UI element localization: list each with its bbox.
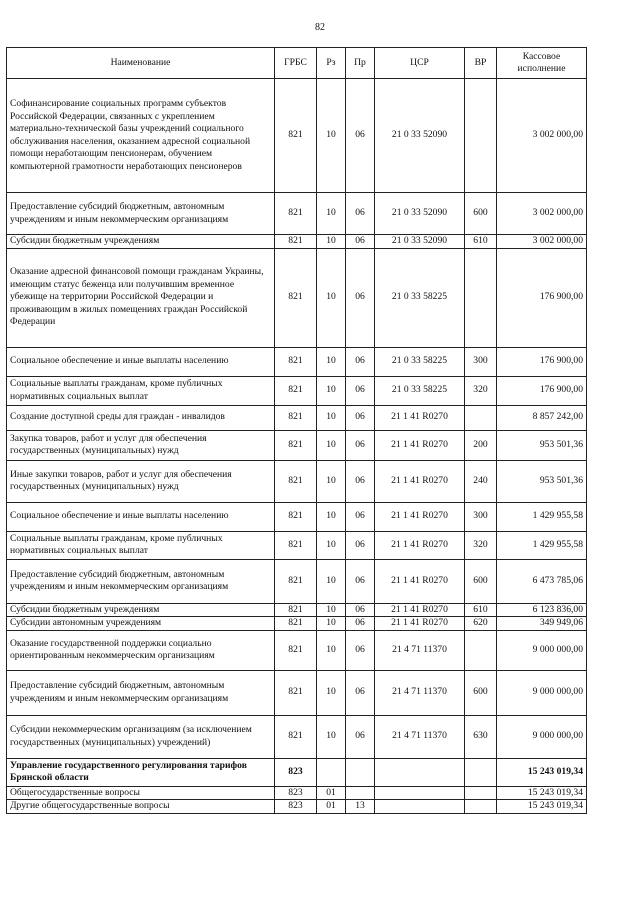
cell-amount: 1 429 955,58 — [497, 531, 587, 559]
cell-grbs: 821 — [275, 617, 317, 631]
header-csr: ЦСР — [375, 48, 465, 79]
cell-vr: 200 — [465, 430, 497, 460]
table-row — [7, 670, 587, 715]
cell-name: Субсидии некоммерческим организациям (за исключением государственных (муниципальных) учреждений) — [7, 715, 275, 758]
cell-name: Субсидии бюджетным учреждениям — [7, 235, 275, 249]
cell-rz: 10 — [317, 559, 346, 603]
cell-rz: 10 — [317, 235, 346, 249]
cell-pr: 06 — [346, 405, 375, 430]
table-row — [7, 235, 587, 249]
cell-grbs: 821 — [275, 347, 317, 376]
cell-pr: 06 — [346, 430, 375, 460]
cell-name: Социальные выплаты гражданам, кроме публичных нормативных социальных выплат — [7, 376, 275, 405]
cell-amount: 9 000 000,00 — [497, 630, 587, 670]
cell-grbs: 821 — [275, 603, 317, 617]
cell-grbs: 823 — [275, 758, 317, 786]
cell-csr: 21 0 33 52090 — [375, 193, 465, 235]
table-row — [7, 405, 587, 430]
cell-grbs: 821 — [275, 502, 317, 531]
cell-rz: 10 — [317, 193, 346, 235]
table-header-row — [7, 48, 587, 79]
cell-grbs: 821 — [275, 559, 317, 603]
cell-csr: 21 0 33 58225 — [375, 347, 465, 376]
cell-rz: 10 — [317, 79, 346, 193]
cell-vr: 600 — [465, 670, 497, 715]
cell-amount: 15 243 019,34 — [497, 758, 587, 786]
cell-csr — [375, 786, 465, 800]
cell-pr: 06 — [346, 248, 375, 347]
cell-csr: 21 1 41 R0270 — [375, 617, 465, 631]
table-row — [7, 248, 587, 347]
cell-amount: 15 243 019,34 — [497, 800, 587, 814]
cell-amount: 15 243 019,34 — [497, 786, 587, 800]
cell-rz: 10 — [317, 630, 346, 670]
cell-csr: 21 1 41 R0270 — [375, 502, 465, 531]
cell-vr — [465, 630, 497, 670]
cell-csr: 21 1 41 R0270 — [375, 405, 465, 430]
cell-pr: 06 — [346, 617, 375, 631]
cell-vr: 300 — [465, 347, 497, 376]
cell-amount: 176 900,00 — [497, 347, 587, 376]
cell-grbs: 821 — [275, 630, 317, 670]
cell-rz: 10 — [317, 531, 346, 559]
table-row — [7, 502, 587, 531]
cell-pr: 06 — [346, 347, 375, 376]
cell-grbs: 821 — [275, 235, 317, 249]
header-rz: Рз — [317, 48, 346, 79]
cell-amount: 176 900,00 — [497, 376, 587, 405]
cell-amount: 3 002 000,00 — [497, 193, 587, 235]
cell-vr — [465, 800, 497, 814]
cell-rz: 01 — [317, 800, 346, 814]
page-number: 82 — [315, 22, 325, 33]
cell-rz: 10 — [317, 670, 346, 715]
cell-rz: 10 — [317, 248, 346, 347]
cell-vr: 320 — [465, 531, 497, 559]
cell-rz: 10 — [317, 405, 346, 430]
cell-pr: 06 — [346, 531, 375, 559]
table-row — [7, 460, 587, 502]
cell-csr: 21 1 41 R0270 — [375, 430, 465, 460]
header-amount: Кассовое исполнение — [497, 48, 587, 79]
cell-name: Иные закупки товаров, работ и услуг для обеспечения государственных (муниципальных) нужд — [7, 460, 275, 502]
cell-rz: 10 — [317, 617, 346, 631]
cell-vr: 600 — [465, 193, 497, 235]
cell-amount: 6 123 836,00 — [497, 603, 587, 617]
cell-csr: 21 4 71 11370 — [375, 715, 465, 758]
table-row — [7, 559, 587, 603]
cell-amount: 9 000 000,00 — [497, 670, 587, 715]
cell-vr — [465, 79, 497, 193]
table-row — [7, 376, 587, 405]
cell-rz: 10 — [317, 347, 346, 376]
cell-grbs: 821 — [275, 376, 317, 405]
cell-grbs: 821 — [275, 193, 317, 235]
cell-name: Социальное обеспечение и иные выплаты населению — [7, 347, 275, 376]
cell-rz: 01 — [317, 786, 346, 800]
cell-grbs: 823 — [275, 786, 317, 800]
cell-vr: 620 — [465, 617, 497, 631]
cell-pr: 06 — [346, 670, 375, 715]
cell-grbs: 821 — [275, 670, 317, 715]
cell-vr: 630 — [465, 715, 497, 758]
cell-pr: 06 — [346, 603, 375, 617]
cell-vr: 610 — [465, 235, 497, 249]
cell-csr: 21 1 41 R0270 — [375, 603, 465, 617]
cell-amount: 3 002 000,00 — [497, 79, 587, 193]
cell-name: Управление государственного регулирования тарифов Брянской области — [7, 758, 275, 786]
cell-csr: 21 0 33 52090 — [375, 79, 465, 193]
cell-amount: 8 857 242,00 — [497, 405, 587, 430]
cell-csr: 21 0 33 58225 — [375, 248, 465, 347]
budget-execution-table — [6, 47, 587, 814]
cell-pr: 06 — [346, 79, 375, 193]
cell-amount: 6 473 785,06 — [497, 559, 587, 603]
cell-name: Предоставление субсидий бюджетным, автономным учреждениям и иным некоммерческим организациям — [7, 559, 275, 603]
table-row — [7, 79, 587, 193]
cell-rz: 10 — [317, 430, 346, 460]
cell-name: Субсидии бюджетным учреждениям — [7, 603, 275, 617]
table-row — [7, 193, 587, 235]
cell-vr: 300 — [465, 502, 497, 531]
cell-vr — [465, 248, 497, 347]
cell-amount: 953 501,36 — [497, 460, 587, 502]
table-row — [7, 531, 587, 559]
header-vr: ВР — [465, 48, 497, 79]
table-body — [7, 79, 587, 814]
cell-csr — [375, 758, 465, 786]
cell-csr: 21 4 71 11370 — [375, 670, 465, 715]
cell-pr: 06 — [346, 235, 375, 249]
cell-vr: 240 — [465, 460, 497, 502]
cell-vr — [465, 405, 497, 430]
header-grbs: ГРБС — [275, 48, 317, 79]
cell-grbs: 821 — [275, 430, 317, 460]
cell-name: Субсидии автономным учреждениям — [7, 617, 275, 631]
table-row — [7, 603, 587, 617]
cell-vr — [465, 786, 497, 800]
cell-amount: 3 002 000,00 — [497, 235, 587, 249]
cell-rz: 10 — [317, 715, 346, 758]
cell-rz: 10 — [317, 603, 346, 617]
table-row — [7, 786, 587, 800]
cell-amount: 176 900,00 — [497, 248, 587, 347]
cell-pr: 06 — [346, 559, 375, 603]
cell-vr: 610 — [465, 603, 497, 617]
cell-pr: 13 — [346, 800, 375, 814]
cell-csr: 21 1 41 R0270 — [375, 460, 465, 502]
cell-name: Софинансирование социальных программ субъектов Российской Федерации, связанных с укреплением материально-технической базы учреждений социального обслуживания населения, оказанием адресной социальной помощи неработающим пенсионерам, обучением компьютерной грамотности неработающих пенсионеров — [7, 79, 275, 193]
cell-name: Социальное обеспечение и иные выплаты населению — [7, 502, 275, 531]
cell-csr: 21 0 33 58225 — [375, 376, 465, 405]
cell-amount: 9 000 000,00 — [497, 715, 587, 758]
cell-name: Социальные выплаты гражданам, кроме публичных нормативных социальных выплат — [7, 531, 275, 559]
cell-csr: 21 1 41 R0270 — [375, 559, 465, 603]
cell-rz — [317, 758, 346, 786]
cell-name: Оказание адресной финансовой помощи гражданам Украины, имеющим статус беженца или получившим временное убежище на территории Российской Федерации и проживающим в жилых помещениях граждан Российской Федерации — [7, 248, 275, 347]
cell-grbs: 821 — [275, 715, 317, 758]
cell-name: Предоставление субсидий бюджетным, автономным учреждениям и иным некоммерческим организациям — [7, 193, 275, 235]
cell-name: Создание доступной среды для граждан - инвалидов — [7, 405, 275, 430]
table-row — [7, 715, 587, 758]
cell-name: Предоставление субсидий бюджетным, автономным учреждениям и иным некоммерческим организациям — [7, 670, 275, 715]
cell-pr — [346, 758, 375, 786]
cell-grbs: 823 — [275, 800, 317, 814]
cell-pr: 06 — [346, 460, 375, 502]
table-row — [7, 800, 587, 814]
cell-grbs: 821 — [275, 79, 317, 193]
cell-amount: 953 501,36 — [497, 430, 587, 460]
cell-pr — [346, 786, 375, 800]
cell-vr: 320 — [465, 376, 497, 405]
cell-pr: 06 — [346, 502, 375, 531]
header-pr: Пр — [346, 48, 375, 79]
cell-grbs: 821 — [275, 248, 317, 347]
cell-csr: 21 0 33 52090 — [375, 235, 465, 249]
cell-csr — [375, 800, 465, 814]
table-row — [7, 630, 587, 670]
table-row — [7, 347, 587, 376]
cell-pr: 06 — [346, 630, 375, 670]
cell-grbs: 821 — [275, 405, 317, 430]
header-name: Наименование — [7, 48, 275, 79]
cell-name: Другие общегосударственные вопросы — [7, 800, 275, 814]
cell-rz: 10 — [317, 502, 346, 531]
table-row — [7, 430, 587, 460]
cell-rz: 10 — [317, 376, 346, 405]
cell-pr: 06 — [346, 376, 375, 405]
cell-csr: 21 4 71 11370 — [375, 630, 465, 670]
table-row — [7, 617, 587, 631]
cell-grbs: 821 — [275, 531, 317, 559]
cell-amount: 1 429 955,58 — [497, 502, 587, 531]
cell-pr: 06 — [346, 193, 375, 235]
cell-csr: 21 1 41 R0270 — [375, 531, 465, 559]
cell-name: Общегосударственные вопросы — [7, 786, 275, 800]
table-row — [7, 758, 587, 786]
cell-vr: 600 — [465, 559, 497, 603]
cell-grbs: 821 — [275, 460, 317, 502]
cell-pr: 06 — [346, 715, 375, 758]
cell-name: Закупка товаров, работ и услуг для обеспечения государственных (муниципальных) нужд — [7, 430, 275, 460]
cell-vr — [465, 758, 497, 786]
cell-amount: 349 949,06 — [497, 617, 587, 631]
cell-name: Оказание государственной поддержки социально ориентированным некоммерческим организациям — [7, 630, 275, 670]
cell-rz: 10 — [317, 460, 346, 502]
